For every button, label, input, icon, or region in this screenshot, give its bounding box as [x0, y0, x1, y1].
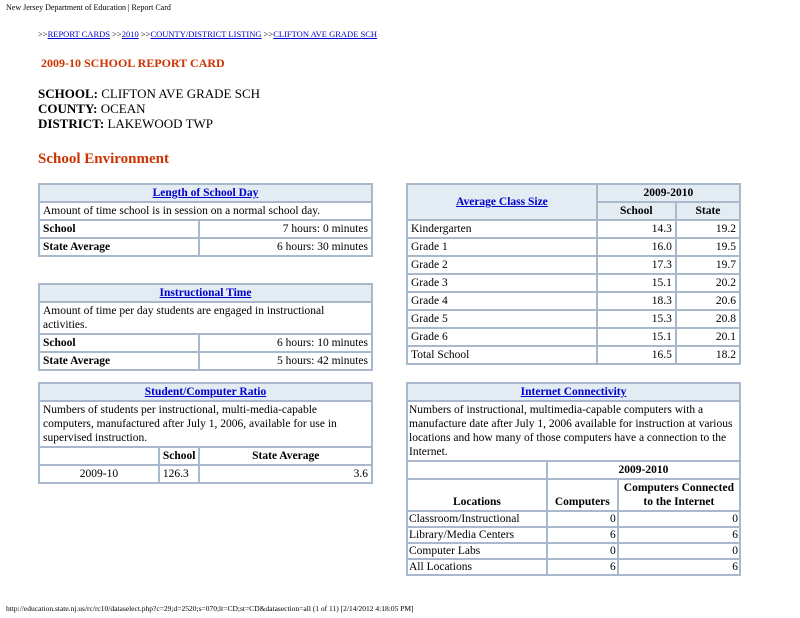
browser-header-title: New Jersey Department of Education | Report Card [6, 3, 171, 12]
table-row: All Locations 6 6 [409, 561, 738, 573]
table-row: Classroom/Instructional 0 0 [409, 513, 738, 525]
table-row: Computer Labs 0 0 [409, 545, 738, 557]
breadcrumb-school-link[interactable]: CLIFTON AVE GRADE SCH [273, 29, 378, 39]
school-name: CLIFTON AVE GRADE SCH [101, 86, 261, 101]
table-row: School 6 hours: 10 minutes [39, 334, 372, 352]
table-row: Grade 6 15.1 20.1 [407, 328, 740, 346]
internet-desc: Numbers of instructional, multimedia-capable computers with a manufacture date after July 1, 2006 available for instruction at various locations and how many of those computers have a connection to the Internet. [407, 401, 740, 461]
breadcrumb-report-cards-link[interactable]: REPORT CARDS [47, 29, 110, 39]
report-title: 2009-10 SCHOOL REPORT CARD [41, 56, 225, 70]
district-name: LAKEWOOD TWP [107, 116, 214, 131]
county-name: OCEAN [100, 101, 146, 116]
table-row: Kindergarten 14.3 19.2 [407, 220, 740, 238]
breadcrumb: >>REPORT CARDS >>2010 >>COUNTY/DISTRICT LISTING >>CLIFTON AVE GRADE SCH [38, 29, 378, 39]
student-computer-desc: Numbers of students per instructional, multi-media-capable computers, manufactured after July 1, 2006, available for use in supervised instruction. [39, 401, 372, 447]
breadcrumb-2010-link[interactable]: 2010 [121, 29, 139, 39]
length-of-day-link[interactable]: Length of School Day [152, 187, 259, 199]
table-row: School 7 hours: 0 minutes [39, 220, 372, 238]
table-row: Grade 5 15.3 20.8 [407, 310, 740, 328]
table-row: 2009-10 126.3 3.6 [39, 465, 372, 483]
student-computer-ratio-table: Student/Computer Ratio Numbers of students per instructional, multi-media-capable computers, manufactured after July 1, 2006, available for use in supervised instruction. School State Average 2009-10 126.3 3.6 [38, 382, 373, 484]
average-class-size-table: Average Class Size 2009-2010 School State Kindergarten 14.3 19.2 Grade 1 16.0 19.5 Grade 2 17.3 19.7 Grade 3 15.1 20.2 Grade 4 18.3 20.6 Grade 5 15.3 20.8 Grade 6 15.1 20.1 Total School 16.5 18.2 [406, 183, 741, 365]
instructional-time-link[interactable]: Instructional Time [159, 287, 252, 299]
table-row: Total School 16.5 18.2 [407, 346, 740, 364]
average-class-size-link[interactable]: Average Class Size [456, 196, 548, 208]
school-info: SCHOOL: CLIFTON AVE GRADE SCH COUNTY: OCEAN DISTRICT: LAKEWOOD TWP [38, 86, 261, 131]
table-row: Library/Media Centers 6 6 [409, 529, 738, 541]
internet-connectivity-link[interactable]: Internet Connectivity [520, 386, 627, 398]
table-row: Grade 1 16.0 19.5 [407, 238, 740, 256]
section-title: School Environment [38, 151, 169, 167]
breadcrumb-county-district-link[interactable]: COUNTY/DISTRICT LISTING [150, 29, 262, 39]
table-row: Grade 2 17.3 19.7 [407, 256, 740, 274]
table-row: Grade 3 15.1 20.2 [407, 274, 740, 292]
length-of-day-table [38, 183, 373, 257]
table-row: State Average 5 hours: 42 minutes [39, 352, 372, 370]
footer-url: http://education.state.nj.us/rc/rc10/dataselect.php?c=29;d=2520;s=070;lt=CD;st=CD&datasection=all (1 of 11) [2/14/2012 4:18:05 PM] [6, 604, 414, 613]
instructional-time-table [38, 283, 373, 371]
table-row: Grade 4 18.3 20.6 [407, 292, 740, 310]
student-computer-ratio-link[interactable]: Student/Computer Ratio [144, 386, 267, 398]
internet-connectivity-table: Internet Connectivity Numbers of instructional, multimedia-capable computers with a manufacture date after July 1, 2006 available for instruction at various locations and how many of those computers have a connection to the Internet. 2009-2010 Locations Computers Computers Connected to the Internet Classroom/Instructional 0 0 Library/Media Centers 6 6 Computer Labs 0 0 All Locations 6 6 [406, 382, 741, 576]
table-row: State Average 6 hours: 30 minutes [39, 238, 372, 256]
instructional-time-desc: Amount of time per day students are engaged in instructional activities. [39, 302, 372, 334]
length-of-day-desc: Amount of time school is in session on a normal school day. [39, 202, 372, 220]
